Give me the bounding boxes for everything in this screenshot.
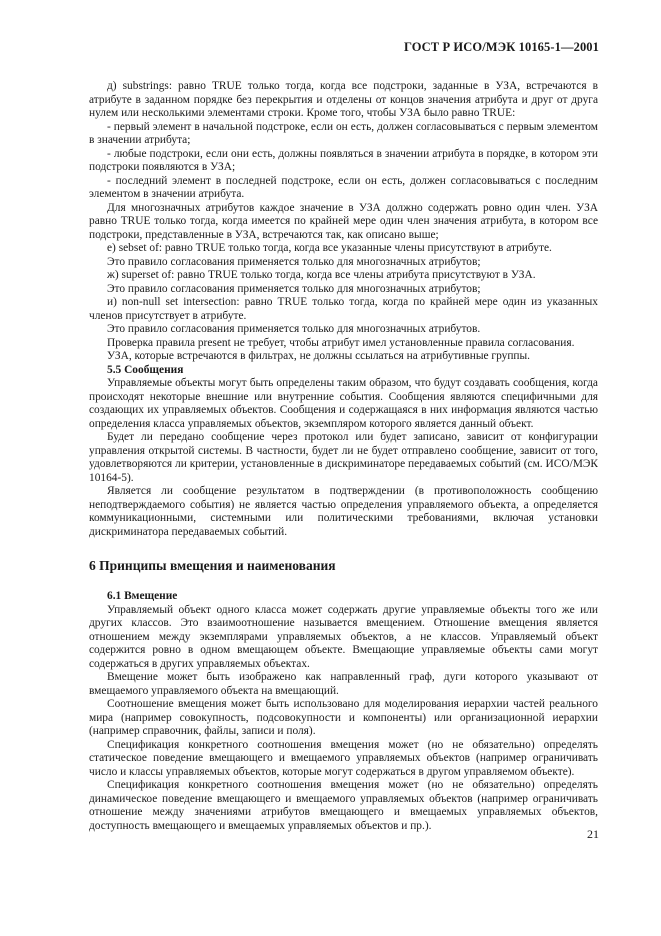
- page-number: 21: [587, 827, 599, 841]
- page-body: [89, 80, 598, 833]
- paragraph-notifications-3: Является ли сообщение результатом в подтверждении (в противоположность сообщению неподтверждаемого события) не является частью определения управляемого объекта, а определяется коммуникационными, системными или политическими требованиями, включая установки дискриминатора передаваемых событий.: [89, 485, 598, 538]
- paragraph-substrings: д) substrings: равно TRUE только тогда, когда все подстроки, заданные в УЗА, встречаются в атрибуте в заданном порядке без перекрытия и отделены от концов значения атрибута и друг от друга нулем или несколькими элементами строки. Кроме того, чтобы УЗА было равно TRUE:: [89, 80, 598, 119]
- heading-section-6: 6 Принципы вмещения и наименования: [89, 558, 336, 573]
- paragraph-rule-note-3: Это правило согласования применяется только для многозначных атрибутов.: [107, 323, 481, 335]
- heading-6-1: 6.1 Вмещение: [107, 590, 178, 602]
- paragraph-notifications-1: Управляемые объекты могут быть определены таким образом, что будут создавать сообщения, когда происходят некоторые внешние или внутренние события. Сообщения являются специфичными для создающих их управляемых объектов. Сообщения и содержащаяся в них информация являются частью определения класса управляемых объектов, экземпляром которого является данный объект.: [89, 377, 598, 430]
- paragraph-present-check: Проверка правила present не требует, чтобы атрибут имел установленные правила согласования.: [107, 336, 575, 349]
- paragraph-containment-2: Вмещение может быть изображено как направленный граф, дуги которого указывают от вмещаемого управляемого объекта на вмещающий.: [89, 671, 598, 697]
- paragraph-any-substrings: - любые подстроки, если они есть, должны появляться в значении атрибута в порядке, в котором эти подстроки появляются в УЗА;: [89, 147, 598, 173]
- paragraph-rule-note-2: Это правило согласования применяется только для многозначных атрибутов;: [107, 282, 481, 295]
- paragraph-subset-of: е) sebset of: равно TRUE только тогда, когда все указанные члены присутствуют в атрибуте.: [107, 242, 552, 254]
- paragraph-containment-4: Спецификация конкретного соотношения вмещения может (но не обязательно) определять статическое поведение вмещающего и вмещаемого управляемых объектов (например ограничивать число и классы управляемых объектов, которые могут содержаться в другом управляемом объекте).: [89, 738, 598, 778]
- paragraph-first-element: - первый элемент в начальной подстроке, если он есть, должен согласовываться с первым элементом в значении атрибута;: [89, 120, 598, 146]
- paragraph-containment-5: Спецификация конкретного соотношения вмещения может (но не обязательно) определять динамическое поведение вмещающего и вмещаемого управляемых объектов (например ограничивать отношение между значениями атрибутов вмещающего и вмещаемых управляемых объектов, доступность вмещающего и вмещаемых управляемых объектов и пр.).: [89, 779, 598, 832]
- paragraph-containment-1: Управляемый объект одного класса может содержать другие управляемые объекты того же или других классов. Это взаимоотношение называется вмещением. Отношение вмещения является отношением между экземплярами управляемых объектов, а не классов. Управляемый объект содержится ровно в одном вмещающем объекте. Вмещающие управляемые объекты сами могут содержаться в других управляемых объектах.: [89, 603, 598, 670]
- paragraph-rule-note-1: Это правило согласования применяется только для многозначных атрибутов;: [107, 255, 481, 268]
- standard-header: ГОСТ Р ИСО/МЭК 10165-1—2001: [403, 40, 599, 54]
- paragraph-notifications-2: Будет ли передано сообщение через протокол или будет записано, зависит от конфигурации управления открытой системы. В частности, будет ли не будет отправлено сообщение, зависит от того, удовлетворяются ли критерии, установленные в дискриминаторе передаваемых событий (см. ИСО/МЭК 10164-5).: [89, 431, 598, 484]
- paragraph-last-element: - последний элемент в последней подстроке, если он есть, должен согласовываться с последним элементом в значении атрибута.: [89, 174, 598, 200]
- paragraph-superset-of: ж) superset of: равно TRUE только тогда, когда все члены атрибута присутствуют в УЗА.: [107, 269, 536, 281]
- paragraph-containment-3: Соотношение вмещения может быть использовано для моделирования иерархии частей реального мира (например совокупность, подсовокупности и компоненты) или организационной иерархии (например справочник, файлы, записи и поля).: [89, 698, 598, 737]
- heading-5-5: 5.5 Сообщения: [107, 363, 184, 376]
- paragraph-filters-note: УЗА, которые встречаются в фильтрах, не должны ссылаться на атрибутивные группы.: [107, 350, 531, 362]
- paragraph-multivalued: Для многозначных атрибутов каждое значение в УЗА должно содержать ровно один член. УЗА равно TRUE только тогда, когда имеется по крайней мере один член значения атрибута, в котором все подстроки, представленные в УЗА, встречаются так, как описано выше;: [89, 201, 598, 241]
- paragraph-non-null-intersection: и) non-null set intersection: равно TRUE только тогда, когда по крайней мере один из указанных членов присутствует в атрибуте.: [89, 296, 598, 322]
